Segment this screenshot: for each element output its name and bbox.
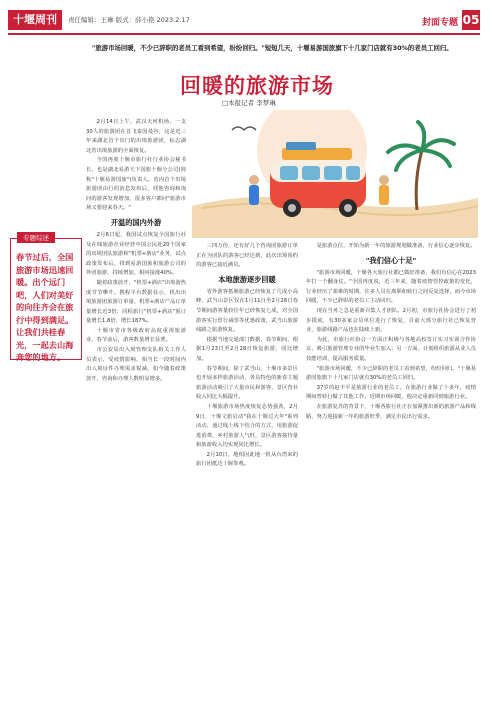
article-column-1 xyxy=(86,118,186,696)
paragraph: 春节期间，除了武当山，十堰市多景区也开展多样旅游活动，各具特色的新春主题旅游活动吸引了大量市民和游客，景区营业收入同比大幅提升。 xyxy=(196,365,298,401)
paragraph: 在旅游复苏的背景下，十堰各旅行社正在加紧推出新的旅游产品和线路，努力迎接新一年的旅游旺季，满足市民出行需求。 xyxy=(306,403,476,420)
sidebar-summary xyxy=(10,234,82,362)
paragraph: 是旅游点位，开始为新一年的旅游规划做准备，行业信心逐步恢复。 xyxy=(316,243,476,249)
masthead: 十堰周刊 xyxy=(8,10,62,30)
byline: □本报记者 李梦琳 xyxy=(222,99,276,107)
paragraph: "旅游市场回暖，十堰各大旅行社都已做好准备，我们有信心在2023年打一个翻身仗。"全国再度说，近三年来，随着疫情管控政策的变化，行业经历了艰难的时期，许多人员在离职和转行之间反复选择，而今市场回暖，不少已辞职的老员工主动回归。 xyxy=(306,269,476,305)
paragraph: 全国再度十堰市旅行社行业协会秘书长，也是湖北易游天下国旅十堰分公司(简称"十堰易游国旅")负责人。省内首个出境旅游团由行的消息发布后，找他咨询和询问的游客发现增加，很多客户都问"旅游市场又要迎来春天。" xyxy=(86,157,186,212)
section-title: 封面专题 xyxy=(421,18,458,28)
page-header xyxy=(8,10,480,32)
subheading: 开温的国内外游 xyxy=(110,217,162,227)
paragraph: 2月10日，地相因此地一批从台湾来的旅行团抵达十堰参观。 xyxy=(196,451,298,468)
paragraph: 37岁的赵丰平是旅游行业的老员工，在旅游行业做了十多年，疫情期间曾转行做了其他工作，近期市场回暖，他决定重新回到旅游行业。 xyxy=(306,384,476,401)
paragraph: 省外游客抵堰旅游已经恢复了几成小高峰，武当山景区仅在1月11日至2月28日春节期间游客量较往年已经恢复七成，对全国游客实行贸行减票等优惠政策，武当山旅游线路之旅游恢复。 xyxy=(196,288,298,334)
page-number: 05 xyxy=(462,10,480,30)
paragraph: 市公安局出入境管理支队相关工作人员表示，受疫情影响，相当长一段时间内出入境证件办理需求锐减，如今随着政策放开，咨询和办理人数明显增多。 xyxy=(86,347,186,382)
subheading: "我们信心十足" xyxy=(365,255,417,265)
camper-van-illustration xyxy=(192,110,478,238)
article-column-2 xyxy=(196,242,298,696)
paragraph: 为此，市旅行社协会一方面正积极与各地高校签订实习实训合作协议，吸引旅游管理专业的毕业生加入；另一方面，计划组织旅游从业人员技能培训，提高服务质量。 xyxy=(306,336,476,362)
sidebar-text: 春节过后，全国旅游市场迅速回暖。出个远门吧，人们对美好的向往齐会在旅行中得到满足。让我们共桂春光，一起去山海奔您的地方。 xyxy=(16,252,74,362)
lead-quote: "旅游市场回暖，不少已辞职的老员工看到希望，纷纷回归。"短短几天，十堰易游国旅旗下十几家门店就有30%的老员工回归。 xyxy=(92,44,453,52)
paragraph: 十堰旅游市场热度恢复态势强劲，2月9日，十堰文旅启动"我在十堰过大年"系列活动，通过线上线下结合的方式，用旅游促进消费，乡村旅游人气旺，景区游客接待量和旅游收入均实现同比增长。 xyxy=(196,403,298,449)
paragraph: 现在当务之急是重新召集人才团队。2月初，市旅行社协会进行了初步摸底，有30多家会员单位进行了恢复，目前大部分旅行社已恢复营业，旅游线路产品也在陆续上新。 xyxy=(306,307,476,334)
paragraph: 三四万份，还有好几个咨询团旅游订单正在为团队的游客已经达到，此次出境预约的游客已接近满员。 xyxy=(196,243,298,269)
editor-meta: 责任编辑：王琳 版式：薛小艳 2023.2.17 xyxy=(68,16,190,24)
paragraph: 2月14日上午，武汉天河机场，一支30人的旅游团在首飞泰国曼谷，这是近三年来湖北首个出门的出境旅游团，标志湖北省出境旅游的全面恢复。 xyxy=(86,119,186,154)
paragraph: "旅游市场回暖，不少已辞职的老员工看到希望，纷纷回归。"十堰易游国旅旗下十几家门店就有30%的老员工回归。 xyxy=(306,365,476,382)
paragraph: 十堰市省市各级政府高度重视旅游业，春节前后，游客数量增长显著。 xyxy=(86,327,186,344)
paragraph: 根据当地交通部门数据，春节期间，根据1月23日至2月28日恢复旅游，同比增加。 xyxy=(196,336,298,362)
paragraph: 随着政策放开，"机票+酒店"出境游热度节节攀升。携程平台数据显示，机出出境旅游团旅游订单量、机票+酒店产品订单量增长近3倍；同程旅行"机票+酒店"预订量增长1.8倍，增长187%。 xyxy=(86,279,186,325)
article-title: 回暖的旅游市场 xyxy=(180,73,334,98)
subheading: 本地旅游逐步回暖 xyxy=(218,274,276,284)
article-column-3 xyxy=(306,242,476,696)
sidebar-tag: 专题综述 xyxy=(17,232,55,243)
paragraph: 2月6日起，我国试点恢复全国旅行社及在线旅游企业经营中国公民赴20个国家的出境团队旅游和"机票+酒店"业务，试点政策发布后，找到易游国旅和旅游公司的外团旅游，持续增加，相问接涨40%。 xyxy=(86,231,186,277)
header-rule xyxy=(8,33,480,35)
